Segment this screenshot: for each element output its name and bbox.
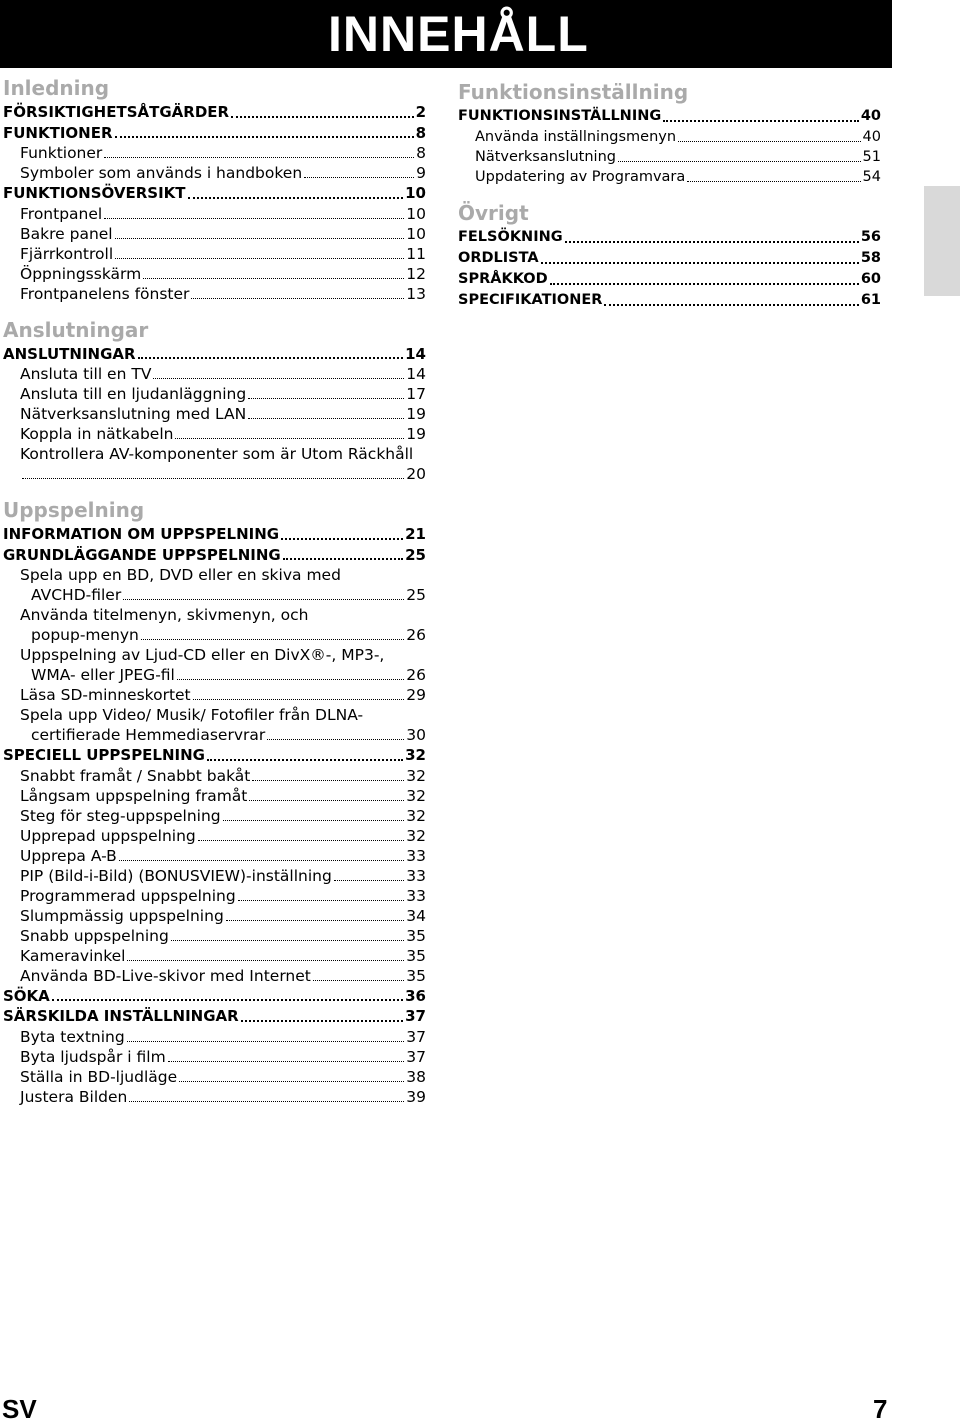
dot-leader <box>231 115 413 118</box>
dot-leader <box>687 180 860 182</box>
entry-page-number: 8 <box>415 123 426 142</box>
toc-subentry[interactable] <box>3 565 426 605</box>
dot-leader <box>541 261 859 264</box>
entry-page-number: 35 <box>406 926 426 945</box>
entry-page-number: 32 <box>406 826 426 845</box>
entry-page-number: 56 <box>860 229 881 245</box>
entry-page-number: 32 <box>406 786 426 805</box>
dot-leader <box>179 1080 404 1082</box>
page-title: INNEHÅLL <box>328 6 589 62</box>
dot-leader <box>193 698 405 700</box>
toc-subentry[interactable] <box>3 946 426 966</box>
entry-title: Snabb uppspelning <box>20 926 169 945</box>
dot-leader <box>334 879 404 881</box>
entry-title: Slumpmässig uppspelning <box>20 906 224 925</box>
toc-chapter-entry[interactable] <box>3 1006 426 1027</box>
dot-leader <box>207 758 403 761</box>
toc-chapter-entry[interactable] <box>458 290 881 311</box>
entry-page-number: 10 <box>406 224 426 243</box>
dot-leader <box>22 477 404 479</box>
entry-page-number: 39 <box>406 1087 426 1106</box>
dot-leader <box>115 257 404 259</box>
entry-title: FUNKTIONSINSTÄLLNING <box>458 108 662 124</box>
dot-leader <box>141 638 404 640</box>
entry-title: Funktioner <box>20 144 103 162</box>
toc-chapter-entry[interactable] <box>3 102 426 123</box>
toc-chapter-entry[interactable] <box>458 106 881 127</box>
entry-page-number: 60 <box>860 271 881 287</box>
entry-page-number: 33 <box>406 846 426 865</box>
toc-subentry[interactable] <box>3 264 426 284</box>
entry-title: Byta textning <box>20 1027 125 1046</box>
entry-title: SÖKA <box>3 986 50 1005</box>
entry-page-number: 17 <box>406 385 426 403</box>
entry-title: SPRÅKKOD <box>458 271 548 287</box>
toc-subentry[interactable] <box>3 1027 426 1047</box>
entry-title: ORDLISTA <box>458 250 539 266</box>
entry-page-number: 40 <box>860 108 881 124</box>
toc-subentry[interactable] <box>3 906 426 926</box>
entry-page-number: 35 <box>406 946 426 965</box>
toc-subentry[interactable] <box>3 605 426 645</box>
dot-leader <box>283 557 403 560</box>
dot-leader <box>618 160 861 162</box>
entry-page-number: 37 <box>406 1027 426 1046</box>
toc-chapter-entry[interactable] <box>3 344 426 365</box>
entry-title: Använda titelmenyn, skivmenyn, och <box>20 606 309 624</box>
page-number: 7 <box>873 1394 888 1424</box>
entry-title: Uppdatering av Programvara <box>475 169 686 185</box>
entry-title: Steg för steg-uppspelning <box>20 806 221 825</box>
dot-leader <box>171 939 404 941</box>
entry-page-number: 33 <box>406 866 426 885</box>
dot-leader <box>168 1060 405 1062</box>
entry-page-number: 8 <box>416 144 426 162</box>
dot-leader <box>127 959 404 961</box>
language-code: SV <box>2 1394 37 1424</box>
entry-page-number: 36 <box>405 986 426 1005</box>
dot-leader <box>188 196 404 199</box>
toc-chapter-entry[interactable] <box>3 524 426 545</box>
entry-title: Spela upp Video/ Musik/ Fotofiler från DLNA- <box>20 706 364 724</box>
dot-leader <box>127 1040 405 1042</box>
dot-leader <box>138 356 404 359</box>
dot-leader <box>252 779 404 781</box>
dot-leader <box>143 277 404 279</box>
entry-title: SPECIELL UPPSPELNING <box>3 746 205 764</box>
dot-leader <box>550 282 859 285</box>
dot-leader <box>104 156 414 158</box>
entry-title: Upprepad uppspelning <box>20 826 196 845</box>
entry-title: Kontrollera AV-komponenter som är Utom Räckhåll <box>20 445 414 463</box>
toc-subentry[interactable] <box>3 444 426 484</box>
dot-leader <box>115 237 405 239</box>
entry-page-number: 32 <box>406 766 426 785</box>
toc-subentry[interactable] <box>3 826 426 846</box>
toc-subentry[interactable] <box>3 766 426 786</box>
dot-leader <box>241 1019 403 1022</box>
entry-page-number: 19 <box>406 405 426 423</box>
entry-title-continued: certifierade Hemmediaservrar <box>31 726 266 744</box>
toc-left-column <box>3 74 426 1119</box>
entry-title: Långsam uppspelning framåt <box>20 786 248 805</box>
toc-chapter-entry[interactable] <box>3 986 426 1007</box>
dot-leader <box>238 899 405 901</box>
entry-page-number: 35 <box>406 966 426 985</box>
toc-subentry[interactable] <box>3 284 426 304</box>
entry-title-continued: popup-menyn <box>31 626 139 644</box>
toc-section <box>3 496 426 1107</box>
entry-title: Justera Bilden <box>20 1087 128 1106</box>
entry-title: Symboler som används i handboken <box>20 164 303 182</box>
toc-subentry[interactable] <box>3 926 426 946</box>
dot-leader <box>304 176 414 178</box>
entry-title: FELSÖKNING <box>458 229 563 245</box>
entry-page-number: 2 <box>415 103 426 121</box>
section-title: Funktionsinställning <box>458 80 689 104</box>
toc-subentry[interactable] <box>3 645 426 685</box>
dot-leader <box>119 859 404 861</box>
entry-title: FUNKTIONER <box>3 123 113 142</box>
section-side-tab <box>924 186 960 296</box>
toc-subentry[interactable] <box>3 404 426 424</box>
entry-page-number: 11 <box>406 244 426 263</box>
entry-title: Spela upp en BD, DVD eller en skiva med <box>20 566 341 584</box>
toc-subentry[interactable] <box>3 204 426 224</box>
toc-subentry[interactable] <box>3 143 426 163</box>
entry-title: SÄRSKILDA INSTÄLLNINGAR <box>3 1007 239 1025</box>
section-title: Uppspelning <box>3 498 145 522</box>
toc-subentry[interactable] <box>3 846 426 866</box>
dot-leader <box>313 979 404 981</box>
dot-leader <box>177 678 404 680</box>
entry-page-number: 37 <box>405 1007 426 1025</box>
entry-page-number: 10 <box>406 204 426 223</box>
toc-section <box>458 78 881 187</box>
toc-subentry[interactable] <box>3 685 426 705</box>
toc-section <box>458 199 881 311</box>
entry-page-number: 25 <box>406 586 426 604</box>
entry-title: GRUNDLÄGGANDE UPPSPELNING <box>3 545 281 564</box>
entry-page-number: 34 <box>406 906 426 925</box>
toc-subentry[interactable] <box>3 163 426 183</box>
entry-title: Ansluta till en ljudanläggning <box>20 385 247 403</box>
entry-title: FUNKTIONSÖVERSIKT <box>3 184 186 202</box>
toc-subentry[interactable] <box>458 167 881 187</box>
entry-title-continued: AVCHD-filer <box>31 586 122 604</box>
entry-page-number: 33 <box>406 886 426 905</box>
entry-page-number: 9 <box>416 164 426 182</box>
section-title: Inledning <box>3 76 110 100</box>
dot-leader <box>249 799 404 801</box>
toc-chapter-entry[interactable] <box>3 183 426 204</box>
entry-title: FÖRSIKTIGHETSÅTGÄRDER <box>3 103 230 121</box>
toc-subentry[interactable] <box>3 424 426 444</box>
entry-title: Använda inställningsmenyn <box>475 129 677 145</box>
toc-subentry[interactable] <box>3 1047 426 1067</box>
entry-page-number: 38 <box>406 1067 426 1086</box>
dot-leader <box>565 240 859 243</box>
toc-subentry[interactable] <box>3 244 426 264</box>
dot-leader <box>191 297 404 299</box>
entry-page-number: 21 <box>405 525 426 543</box>
entry-page-number: 37 <box>406 1047 426 1066</box>
dot-leader <box>248 397 404 399</box>
toc-chapter-entry[interactable] <box>3 745 426 766</box>
toc-chapter-entry[interactable] <box>458 269 881 290</box>
dot-leader <box>223 819 405 821</box>
toc-subentry[interactable] <box>3 886 426 906</box>
toc-subentry[interactable] <box>3 966 426 986</box>
entry-title: Nätverksanslutning <box>475 149 616 165</box>
entry-title: Snabbt framåt / Snabbt bakåt <box>20 766 251 785</box>
dot-leader <box>153 377 404 379</box>
dot-leader <box>604 303 858 306</box>
toc-subentry[interactable] <box>458 147 881 167</box>
entry-page-number: 20 <box>406 465 426 483</box>
toc-subentry[interactable] <box>3 866 426 886</box>
entry-title: Frontpanel <box>20 204 103 223</box>
header-bar <box>0 0 892 68</box>
entry-title: Uppspelning av Ljud-CD eller en DivX®-, MP3-, <box>20 646 385 664</box>
entry-page-number: 26 <box>406 666 426 684</box>
toc-chapter-entry[interactable] <box>3 123 426 144</box>
entry-title: Kameravinkel <box>20 946 126 965</box>
entry-title: Öppningsskärm <box>20 264 142 283</box>
dot-leader <box>678 140 861 142</box>
entry-title: Programmerad uppspelning <box>20 886 236 905</box>
entry-title: Ansluta till en TV <box>20 365 152 383</box>
dot-leader <box>226 919 404 921</box>
toc-chapter-entry[interactable] <box>458 227 881 248</box>
entry-page-number: 51 <box>862 149 881 165</box>
toc-subentry[interactable] <box>458 127 881 147</box>
entry-page-number: 32 <box>405 746 426 764</box>
entry-page-number: 30 <box>406 726 426 744</box>
entry-title: Frontpanelens fönster <box>20 284 190 303</box>
toc-section <box>3 74 426 304</box>
entry-page-number: 25 <box>405 545 426 564</box>
entry-title: ANSLUTNINGAR <box>3 344 136 363</box>
dot-leader <box>175 437 404 439</box>
dot-leader <box>198 839 405 841</box>
entry-title: Nätverksanslutning med LAN <box>20 405 247 423</box>
dot-leader <box>123 598 404 600</box>
toc-subentry[interactable] <box>3 786 426 806</box>
entry-title: Läsa SD-minneskortet <box>20 686 191 704</box>
toc-subentry[interactable] <box>3 384 426 404</box>
toc-section <box>3 316 426 485</box>
entry-title: PIP (Bild-i-Bild) (BONUSVIEW)-inställning <box>20 866 332 885</box>
entry-page-number: 61 <box>860 292 881 308</box>
entry-title: Bakre panel <box>20 224 113 243</box>
section-title: Anslutningar <box>3 317 149 342</box>
entry-page-number: 12 <box>406 264 426 283</box>
toc-subentry[interactable] <box>3 1087 426 1107</box>
toc-subentry[interactable] <box>3 224 426 244</box>
entry-page-number: 29 <box>406 686 426 704</box>
toc-subentry[interactable] <box>3 806 426 826</box>
entry-page-number: 40 <box>862 129 881 145</box>
dot-leader <box>267 738 404 740</box>
dot-leader <box>115 135 414 138</box>
entry-page-number: 10 <box>405 184 426 202</box>
entry-title: Upprepa A-B <box>20 846 117 865</box>
toc-subentry[interactable] <box>3 364 426 384</box>
section-title: Övrigt <box>458 201 529 225</box>
toc-subentry[interactable] <box>3 1067 426 1087</box>
entry-title: INFORMATION OM UPPSPELNING <box>3 525 280 543</box>
entry-page-number: 14 <box>405 344 426 363</box>
entry-title: Byta ljudspår i film <box>20 1047 166 1066</box>
entry-page-number: 19 <box>406 425 426 443</box>
dot-leader <box>281 537 403 540</box>
entry-page-number: 54 <box>862 169 881 185</box>
dot-leader <box>129 1100 404 1102</box>
entry-title: Koppla in nätkabeln <box>20 425 174 443</box>
entry-title: SPECIFIKATIONER <box>458 292 603 308</box>
toc-right-column <box>458 78 881 323</box>
toc-chapter-entry[interactable] <box>458 248 881 269</box>
entry-title: Använda BD-Live-skivor med Internet <box>20 966 311 985</box>
entry-title: Fjärrkontroll <box>20 244 114 263</box>
toc-chapter-entry[interactable] <box>3 545 426 566</box>
dot-leader <box>104 217 404 219</box>
entry-page-number: 13 <box>406 284 426 303</box>
dot-leader <box>52 998 403 1001</box>
dot-leader <box>663 119 859 122</box>
entry-page-number: 58 <box>860 250 881 266</box>
entry-page-number: 26 <box>406 626 426 644</box>
entry-page-number: 14 <box>406 365 426 383</box>
entry-title: Ställa in BD-ljudläge <box>20 1067 178 1086</box>
dot-leader <box>248 417 404 419</box>
entry-title-continued: WMA- eller JPEG-fil <box>31 666 175 684</box>
entry-page-number: 32 <box>406 806 426 825</box>
toc-subentry[interactable] <box>3 705 426 745</box>
